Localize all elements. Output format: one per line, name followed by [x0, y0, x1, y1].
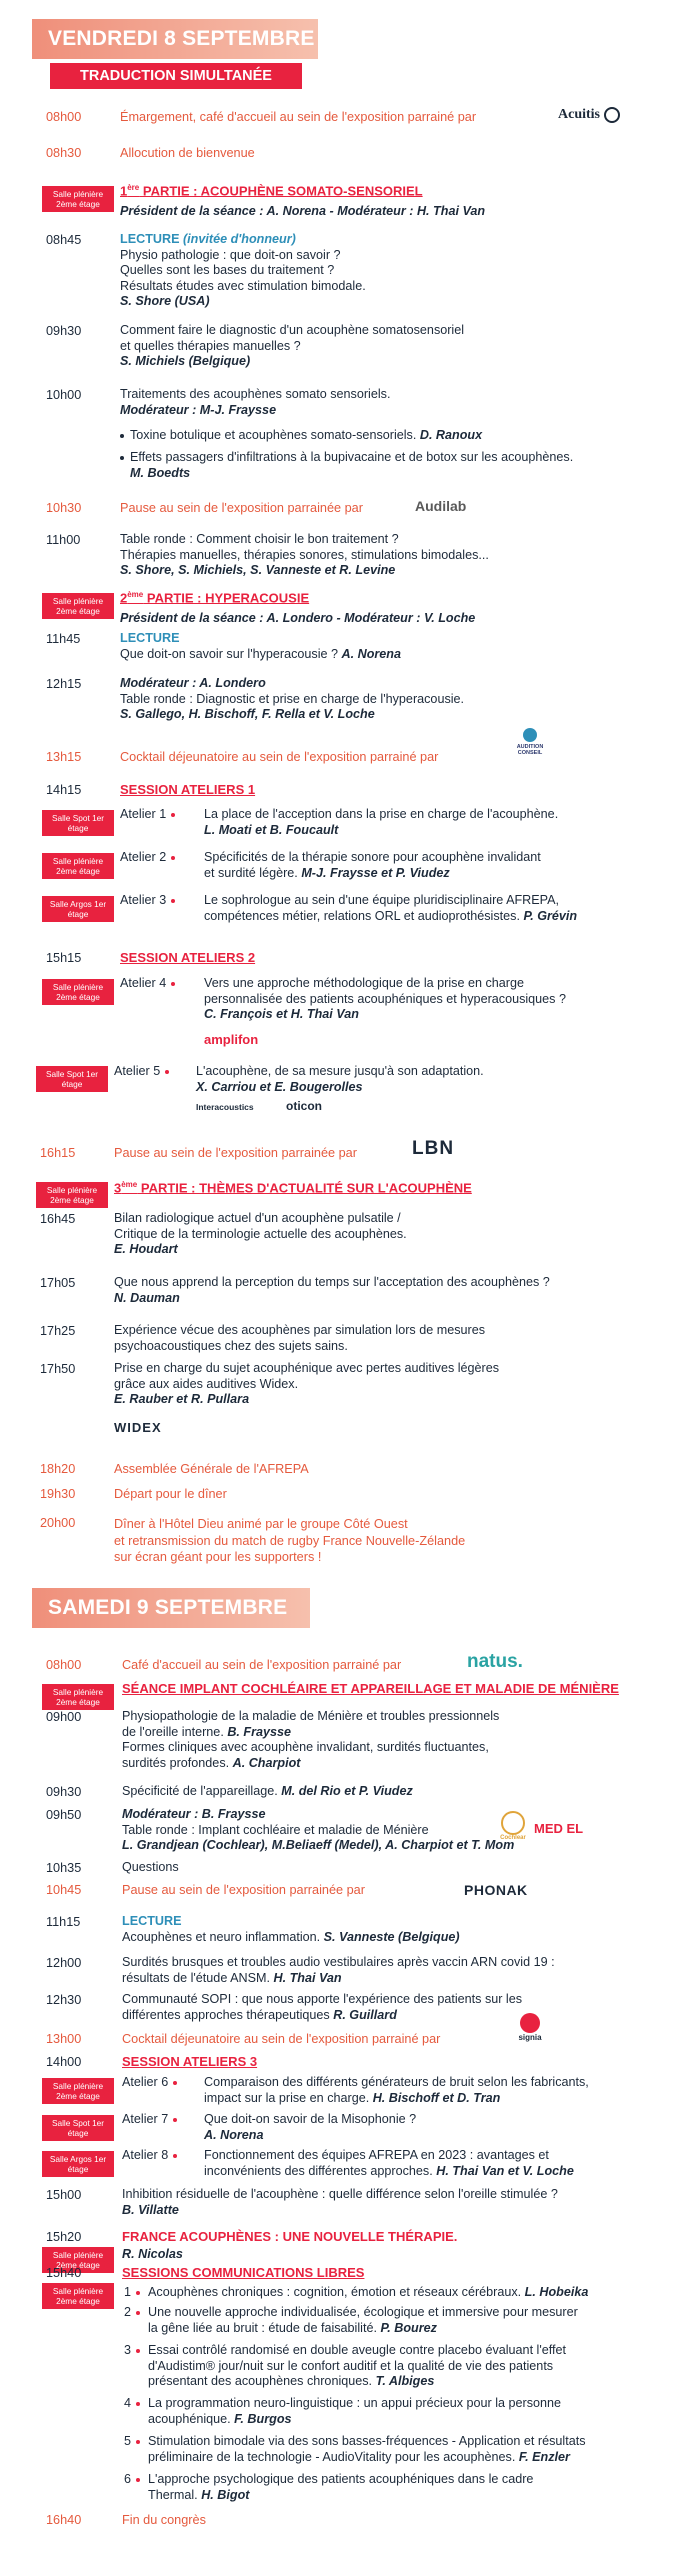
- room-badge: Salle plénière 2ème étage: [42, 186, 114, 212]
- program-item: Spécificité de l'appareillage. M. del Rio et P. Viudez: [122, 1784, 413, 1798]
- workshop-item: Vers une approche méthodologique de la prise en charge personnalisée des patients acouphéniques et hyperacousiques ? C. François et H. Thai Van: [204, 976, 566, 1022]
- communication-item: 5 Stimulation bimodale via des sons basses-fréquences - Application et résultats préliminaire de la technologie - AudioVitality pour les acouphènes. F. Enzler: [124, 2434, 586, 2464]
- program-item: Modérateur : B. Fraysse Table ronde : Implant cochléaire et maladie de Ménière L. Grandjean (Cochlear), M.Beliaeff (Medel), A. Charpiot et T. Mom: [122, 1807, 515, 1853]
- section-title: SESSION ATELIERS 1: [120, 782, 256, 797]
- time: 12h15: [46, 677, 82, 691]
- signia-logo: signia: [512, 2013, 548, 2043]
- phonak-logo: PHONAK: [464, 1882, 528, 1898]
- section-title: SESSION ATELIERS 2: [120, 950, 256, 965]
- time: 12h00: [46, 1956, 82, 1970]
- time: 11h45: [46, 632, 81, 646]
- time: 15h00: [46, 2188, 82, 2202]
- program-item: Comment faire le diagnostic d'un acouphène somatosensoriel et quelles thérapies manuelles ? S. Michiels (Belgique): [120, 323, 465, 369]
- time: 17h50: [40, 1362, 76, 1376]
- workshop-item: Spécificités de la thérapie sonore pour acouphène invalidant et surdité légère. M-J. Fraysse et P. Viudez: [204, 850, 541, 880]
- program-item: Café d'accueil au sein de l'exposition parrainé par: [122, 1658, 402, 1672]
- communication-item: 3 Essai contrôlé randomisé en double aveugle contre placebo évaluant l'effet d'Audistim® jour/nuit sur le confort auditif et la qualité de vie des patients présentant des acouphènes chroniques. T. Albiges: [124, 2343, 567, 2389]
- section-title: SESSIONS COMMUNICATIONS LIBRES: [122, 2265, 365, 2280]
- communication-item: 6 L'approche psychologique des patients acouphéniques dans le cadre Thermal. H. Bigot: [124, 2472, 534, 2502]
- lbn-logo: LBN: [412, 1138, 455, 1159]
- time: 15h15: [46, 951, 82, 965]
- workshop-item: Que doit-on savoir de la Misophonie ? A. Norena: [204, 2112, 417, 2142]
- time: 10h35: [46, 1861, 82, 1875]
- program-item: Communauté SOPI : que nous apporte l'expérience des patients sur les différentes approches thérapeutiques R. Guillard: [122, 1992, 523, 2022]
- time: 08h45: [46, 233, 82, 247]
- program-item: Que nous apprend la perception du temps sur l'acceptation des acouphènes ? N. Dauman: [114, 1275, 550, 1305]
- room-badge: Salle plénière 2ème étage: [42, 979, 114, 1005]
- program-item: Pause au sein de l'exposition parrainée par: [120, 501, 363, 515]
- time: 08h00: [46, 110, 82, 124]
- workshop-item: La place de l'acception dans la prise en charge de l'acouphène. L. Moati et B. Foucault: [204, 807, 559, 837]
- room-badge: Salle Spot 1er étage: [42, 2115, 114, 2141]
- audition-conseil-logo: AUDITION CONSEIL: [510, 728, 550, 756]
- time: 20h00: [40, 1516, 76, 1530]
- widex-logo: WIDEX: [114, 1420, 162, 1435]
- room-badge: Salle Argos 1er étage: [42, 2151, 114, 2177]
- program-item: Traitements des acouphènes somato sensoriels. Modérateur : M-J. Fraysse: [120, 387, 391, 417]
- workshop-item: Le sophrologue au sein d'une équipe pluridisciplinaire AFREPA, compétences métier, relations ORL et audioprothésistes. P. Grévin: [204, 893, 578, 923]
- time: 08h00: [46, 1658, 82, 1672]
- lecture-block: LECTURE Acouphènes et neuro inflammation. S. Vanneste (Belgique): [122, 1914, 460, 1944]
- room-badge: Salle plénière 2ème étage: [36, 1182, 108, 1208]
- program-item: Cocktail déjeunatoire au sein de l'exposition parrainé par: [122, 2032, 441, 2046]
- workshop-label: Atelier 4: [120, 976, 175, 992]
- room-badge: Salle Argos 1er étage: [42, 896, 114, 922]
- section-title: SESSION ATELIERS 3: [122, 2054, 258, 2069]
- day2-header: SAMEDI 9 SEPTEMBRE: [32, 1588, 310, 1628]
- program-item: Questions: [122, 1860, 179, 1874]
- session-chair: Président de la séance : A. Norena - Modérateur : H. Thai Van: [120, 204, 486, 218]
- workshop-label: Atelier 6: [122, 2075, 177, 2091]
- workshop-label: Atelier 1: [120, 807, 175, 823]
- room-badge: Salle plénière 2ème étage: [42, 2247, 114, 2273]
- room-badge: Salle plénière 2ème étage: [42, 1684, 114, 1710]
- time: 10h30: [46, 501, 82, 515]
- room-badge: Salle Spot 1er étage: [36, 1066, 108, 1092]
- time: 14h15: [46, 783, 82, 797]
- simultaneous-translation-badge: TRADUCTION SIMULTANÉE: [50, 63, 302, 89]
- time: 10h45: [46, 1883, 82, 1897]
- oticon-logo: oticon: [286, 1099, 322, 1113]
- time: 09h30: [46, 1785, 82, 1799]
- program-item: Dîner à l'Hôtel Dieu animé par le groupe Côté Ouest et retransmission du match de rugby France Nouvelle-Zélande sur écran géant pour les supporters !: [114, 1517, 466, 1564]
- program-item: Modérateur : A. Londero Table ronde : Diagnostic et prise en charge de l'hyperacousie. S. Gallego, H. Bischoff, F. Rella et V. Loche: [120, 676, 465, 722]
- room-badge: Salle plénière 2ème étage: [42, 593, 114, 619]
- communication-item: 1 Acouphènes chroniques : cognition, émotion et réseaux cérébraux. L. Hobeika: [124, 2285, 589, 2299]
- program-item: Fin du congrès: [122, 2513, 206, 2527]
- program-item: Émargement, café d'accueil au sein de l'exposition parrainé par: [120, 110, 477, 124]
- program-item: Cocktail déjeunatoire au sein de l'exposition parrainé par: [120, 750, 439, 764]
- amplifon-logo: amplifon: [204, 1032, 259, 1047]
- time: 15h40: [46, 2266, 82, 2280]
- program-item: Physiopathologie de la maladie de Ménière et troubles pressionnels de l'oreille interne. B. Fraysse Formes cliniques avec acouphène invalidant, surdités fluctuantes, surdités profondes. A. Charpiot: [122, 1709, 500, 1770]
- program-item: Expérience vécue des acouphènes par simulation lors de mesures psychoacoustiques chez des sujets sains.: [114, 1323, 486, 1353]
- workshop-label: Atelier 7: [122, 2112, 177, 2128]
- room-badge: Salle Spot 1er étage: [42, 810, 114, 836]
- bullet-item: Toxine botulique et acouphènes somato-sensoriels. D. Ranoux: [120, 428, 482, 444]
- program-item: Pause au sein de l'exposition parrainée par: [114, 1146, 357, 1160]
- workshop-label: Atelier 8: [122, 2148, 177, 2164]
- time: 16h40: [46, 2513, 82, 2527]
- time: 14h00: [46, 2055, 82, 2069]
- medel-logo: MED EL: [534, 1821, 584, 1836]
- program-item: Surdités brusques et troubles audio vestibulaires après vaccin ARN covid 19 : résultats de l'étude ANSM. H. Thai Van: [122, 1955, 555, 1985]
- session-title: SÉANCE IMPLANT COCHLÉAIRE ET APPAREILLAGE ET MALADIE DE MÉNIÈRE: [122, 1681, 619, 1696]
- time: 10h00: [46, 388, 82, 402]
- program-item: Inhibition résiduelle de l'acouphène : quelle différence selon l'oreille stimulée ? B. Villatte: [122, 2187, 558, 2217]
- room-badge: Salle plénière 2ème étage: [42, 2078, 114, 2104]
- session-chair: Président de la séance : A. Londero - Modérateur : V. Loche: [120, 611, 476, 625]
- bullet-item: Effets passagers d'infiltrations à la bupivacaine et de botox sur les acouphènes. M. Boedts: [120, 450, 573, 481]
- communication-item: 2 Une nouvelle approche individualisée, écologique et immersive pour mesurer la gêne liée au bruit : étude de faisabilité. P. Bourez: [124, 2305, 578, 2335]
- workshop-label: Atelier 3: [120, 893, 175, 909]
- time: 13h15: [46, 750, 82, 764]
- program-item: Pause au sein de l'exposition parrainée par: [122, 1883, 365, 1897]
- natus-logo: natus.: [467, 1651, 523, 1672]
- workshop-label: Atelier 2: [120, 850, 175, 866]
- time: 13h00: [46, 2032, 82, 2046]
- program-item: Prise en charge du sujet acouphénique avec pertes auditives légères grâce aux aides auditives Widex. E. Rauber et R. Pullara: [114, 1361, 500, 1407]
- part3-title: 3ème PARTIE : THÈMES D'ACTUALITÉ SUR L'ACOUPHÈNE: [114, 1180, 472, 1196]
- workshop-label: Atelier 5: [114, 1064, 169, 1080]
- time: 16h15: [40, 1146, 76, 1160]
- room-badge: Salle plénière 2ème étage: [42, 853, 114, 879]
- time: 09h50: [46, 1808, 82, 1822]
- time: 15h20: [46, 2230, 82, 2244]
- room-badge: Salle plénière 2ème étage: [42, 2283, 114, 2309]
- communication-item: 4 La programmation neuro-linguistique : un appui précieux pour la personne acouphénique. F. Burgos: [124, 2396, 562, 2426]
- acuitis-logo: Acuitis: [558, 106, 620, 123]
- lecture-block: LECTURE (invitée d'honneur) Physio pathologie : que doit-on savoir ? Quelles sont les bases du traitement ? Résultats études avec stimulation bimodale. S. Shore (USA): [120, 232, 366, 309]
- time: 17h05: [40, 1276, 76, 1290]
- audilab-logo: Audilab: [415, 498, 467, 514]
- workshop-item: L'acouphène, de sa mesure jusqu'à son adaptation. X. Carriou et E. Bougerolles: [196, 1064, 484, 1094]
- time: 11h00: [46, 533, 81, 547]
- time: 16h45: [40, 1212, 76, 1226]
- interacoustics-logo: Interacoustics: [196, 1102, 254, 1112]
- workshop-item: Fonctionnement des équipes AFREPA en 2023 : avantages et inconvénients des différentes approches. H. Thai Van et V. Loche: [204, 2148, 574, 2178]
- time: 11h15: [46, 1915, 81, 1929]
- program-item: Assemblée Générale de l'AFREPA: [114, 1462, 309, 1476]
- lecture-block: LECTURE Que doit-on savoir sur l'hyperacousie ? A. Norena: [120, 631, 401, 661]
- time: 12h30: [46, 1993, 82, 2007]
- time: 17h25: [40, 1324, 76, 1338]
- time: 18h20: [40, 1462, 76, 1476]
- section-title: FRANCE ACOUPHÈNES : UNE NOUVELLE THÉRAPIE.: [122, 2229, 458, 2244]
- workshop-item: Comparaison des différents générateurs de bruit selon les fabricants, impact sur la prise en charge. H. Bischoff et D. Tran: [204, 2075, 589, 2105]
- part1-title: 1ère PARTIE : ACOUPHÈNE SOMATO-SENSORIEL: [120, 183, 423, 199]
- time: 09h30: [46, 324, 82, 338]
- part2-title: 2ème PARTIE : HYPERACOUSIE: [120, 590, 310, 606]
- time: 09h00: [46, 1710, 82, 1724]
- cochlear-logo: Cochlear: [497, 1811, 529, 1842]
- program-item: Table ronde : Comment choisir le bon traitement ? Thérapies manuelles, thérapies sonores, stimulations bimodales... S. Shore, S. Michiels, S. Vanneste et R. Levine: [120, 532, 489, 578]
- day1-header: VENDREDI 8 SEPTEMBRE: [32, 19, 318, 59]
- program-item: Bilan radiologique actuel d'un acouphène pulsatile / Critique de la terminologie actuelle des acouphènes. E. Houdart: [114, 1211, 407, 1257]
- speaker: R. Nicolas: [122, 2247, 183, 2261]
- time: 08h30: [46, 146, 82, 160]
- program-item: Départ pour le dîner: [114, 1487, 227, 1501]
- time: 19h30: [40, 1487, 76, 1501]
- program-item: Allocution de bienvenue: [120, 146, 255, 160]
